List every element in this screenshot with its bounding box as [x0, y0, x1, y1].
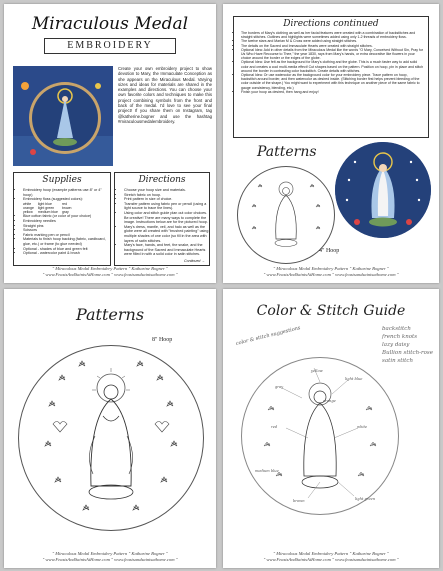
color-column — [62, 202, 72, 215]
color-label: white — [357, 425, 368, 429]
footer-line: " www.FeastsAndSaintsAtHome.com " www.feastsandsaintsathome.com " — [263, 272, 399, 277]
color-label: yellow — [311, 369, 323, 373]
direction-item: • The details on the Sacred and Immaculate Hearts were created with straight stitches. — [241, 44, 424, 48]
stitch-name: Bullion stitch-rose — [382, 350, 433, 356]
stitched-hoop-photo — [335, 142, 431, 238]
mary-annotated — [242, 358, 398, 514]
hoop-size-label: 4" Hoop — [319, 248, 340, 254]
supply-item: • Straight pins — [23, 224, 110, 229]
directions-continued-box — [233, 16, 429, 138]
color-label: orange — [323, 399, 336, 403]
color-name: white — [23, 201, 32, 206]
footer-line: " www.FeastsAndSaintsAtHome.com " www.feastsandsaintsathome.com " — [263, 557, 399, 562]
footer-line: " Miraculous Medal Embroidery Pattern " Katharine Bogner " — [273, 266, 389, 271]
footer-line: " Miraculous Medal Embroidery Pattern " Katharine Bogner " — [52, 266, 168, 271]
stitch-name: french knots — [382, 334, 418, 340]
direction-item: • The borders of Mary's clothing as well as her facial features were created with a combination of backstitches and straight stitches. Outlines and highlights were sometimes added using only 1-2 threads of embroidery floss. — [241, 31, 424, 39]
color-name: light green — [37, 205, 55, 210]
hoop-illustration — [13, 66, 113, 166]
color-label: red — [271, 425, 278, 429]
directions-continued-heading: Directions continued — [283, 19, 379, 29]
direction-item: • Stretch fabric on hoop. — [124, 193, 209, 198]
page-pattern-8in — [4, 289, 216, 568]
stitch-name: satin stitch — [382, 358, 414, 364]
hoop-photo — [13, 66, 113, 166]
intro-paragraph: Create your own embroidery project to show devotion to Mary, the Immaculate Conception as she appears on the Miraculous Medal. Varying sizes and ideas for materials are shared in the examples and directions. You can choose your own favorite colors and techniques to make this project combining symbols from the front and back of the medal. I'd love to see your final project! If you share them on Instagram, tag @katherine.bogner and use the hashtag #miraculousmedalembroidery. — [118, 66, 212, 124]
continued-note: Continued → — [184, 259, 205, 263]
patterns-heading: Patterns — [257, 144, 317, 160]
color-note: color & stitch suggestions — [235, 325, 302, 347]
page-footer — [4, 266, 216, 278]
supplies-heading: Supplies — [42, 175, 82, 185]
direction-item: • Print pattern in size of choice. — [124, 197, 209, 202]
guide-circle — [241, 357, 399, 515]
page-directions-continued — [223, 4, 439, 283]
page-footer — [223, 266, 439, 278]
color-name: orange — [23, 205, 34, 210]
footer-line: " www.FeastsAndSaintsAtHome.com " www.feastsandsaintsathome.com " — [42, 272, 178, 277]
document-subtitle: EMBROIDERY — [44, 38, 176, 54]
page-intro — [4, 4, 216, 283]
footer-line: " www.FeastsAndSaintsAtHome.com " www.feastsandsaintsathome.com " — [42, 557, 178, 562]
color-name: light blue — [37, 201, 52, 206]
color-name: brown — [61, 205, 72, 210]
color-label: light blue — [345, 377, 363, 381]
patterns-heading: Patterns — [75, 305, 145, 324]
supply-item: • Materials to finish hoop backing (fabric, cardboard, glue, etc.) or frame (to glue needed) — [23, 237, 110, 246]
floss-colors — [14, 202, 110, 215]
supply-item: • Embroidery hoop (example patterns use 8" or 4" hoop) — [23, 188, 110, 197]
direction-item: • The twelve stars and Marian M & Cross were added using straight stitches. — [241, 39, 424, 43]
direction-item: • Mary's dress, mantle, veil, and halo as well as the globe were all created with "brushed painting" using multiple shades of one color (so fill in the area with layers of satin stitches. — [124, 225, 209, 243]
page-footer — [223, 551, 439, 563]
color-name: medium blue — [37, 210, 58, 215]
large-pattern-circle — [18, 345, 204, 531]
supply-item: • Optional - watercolor paint & brush — [23, 251, 110, 256]
direction-item: • Optional Idea: Use felt as the background for Mary's clothing and the globe. This is a much faster way to add solid color and creates a cool multi-media effect! Cut shapes based on the pattern. Position on hoop, pin in place and stitch around the border in contrasting color backstitch. Create details with stitches. — [241, 60, 424, 73]
color-label: gray — [275, 385, 284, 389]
color-label: medium blue — [255, 469, 279, 473]
supplies-list-2 — [14, 214, 110, 255]
directions-box — [114, 172, 210, 266]
supply-item: • Embroidery needles — [23, 219, 110, 224]
color-name: yellow — [23, 210, 33, 215]
color-name: red — [61, 201, 68, 206]
directions-continued-list — [234, 31, 428, 94]
directions-list — [115, 188, 209, 257]
color-column — [38, 202, 58, 215]
direction-item: • Transfer pattern using fabric pen or pencil (using a light source to trace the lines). — [124, 202, 209, 211]
direction-item: • Finish your hoop as desired, then hang and enjoy! — [241, 90, 424, 94]
page-footer — [4, 551, 216, 563]
hoop-size-label: 8" Hoop — [152, 337, 173, 343]
footer-line: " Miraculous Medal Embroidery Pattern " Katharine Bogner " — [273, 551, 389, 556]
direction-item: • Mary's face, hands, and feet, the snake, and the background of the Sacred and Immaculate Hearts were filled in with a solid color in satin stitches. — [124, 243, 209, 257]
footer-line: " Miraculous Medal Embroidery Pattern " Katharine Bogner " — [52, 551, 168, 556]
supply-item: • Optional - shades of blue and green felt — [23, 247, 110, 252]
supply-item: • Scissors — [23, 228, 110, 233]
supply-item: • Embroidery floss (suggested colors): — [23, 197, 110, 202]
direction-item: • Using color and stitch guide plan out color choices. Be creative! There are many ways to complete the image. Instructions below are for the pictured hoop. — [124, 211, 209, 225]
direction-item: • Optional Idea: Or use watercolor as the background color for your embroidery piece. Trace pattern on hoop, backstitch around border, and then watercolor as desired inside. (Stitching border first helps prevent bleeding of the color outside of the shape.) You might want to experiment with this technique on another piece of the same fabric to gauge consistency, blending, etc.) — [241, 73, 424, 90]
supplies-box — [13, 172, 111, 266]
document-title: Miraculous Medal — [31, 14, 189, 34]
supply-item: • Blue cotton fabric (or color of your choice) — [23, 214, 110, 219]
page-color-stitch-guide — [223, 289, 439, 568]
color-label: brown — [293, 499, 305, 503]
mary-outline-large — [19, 346, 203, 530]
guide-heading: Color & Stitch Guide — [256, 303, 406, 319]
directions-heading: Directions — [138, 175, 186, 185]
supplies-list — [14, 188, 110, 202]
color-column — [23, 202, 34, 215]
mary-stitched — [335, 142, 431, 238]
direction-item: • Optional Idea: Add in other details from the Miraculous Medal like the words "O Mary, Conceived Without Sin, Pray for Us Who Have Recourse to Thee," the year 1830, rays from Mary's hands, or extra decorative like flowers in your choice around the border or the edges of the globe. — [241, 48, 424, 61]
color-label: light green — [355, 497, 376, 501]
direction-item: • Choose your hoop size and materials. — [124, 188, 209, 193]
color-name: gray — [61, 210, 69, 215]
stitch-name: lazy daisy — [382, 342, 410, 348]
supply-item: • Fabric marking pen or pencil — [23, 233, 110, 238]
stitch-name: backstitch — [382, 326, 411, 332]
